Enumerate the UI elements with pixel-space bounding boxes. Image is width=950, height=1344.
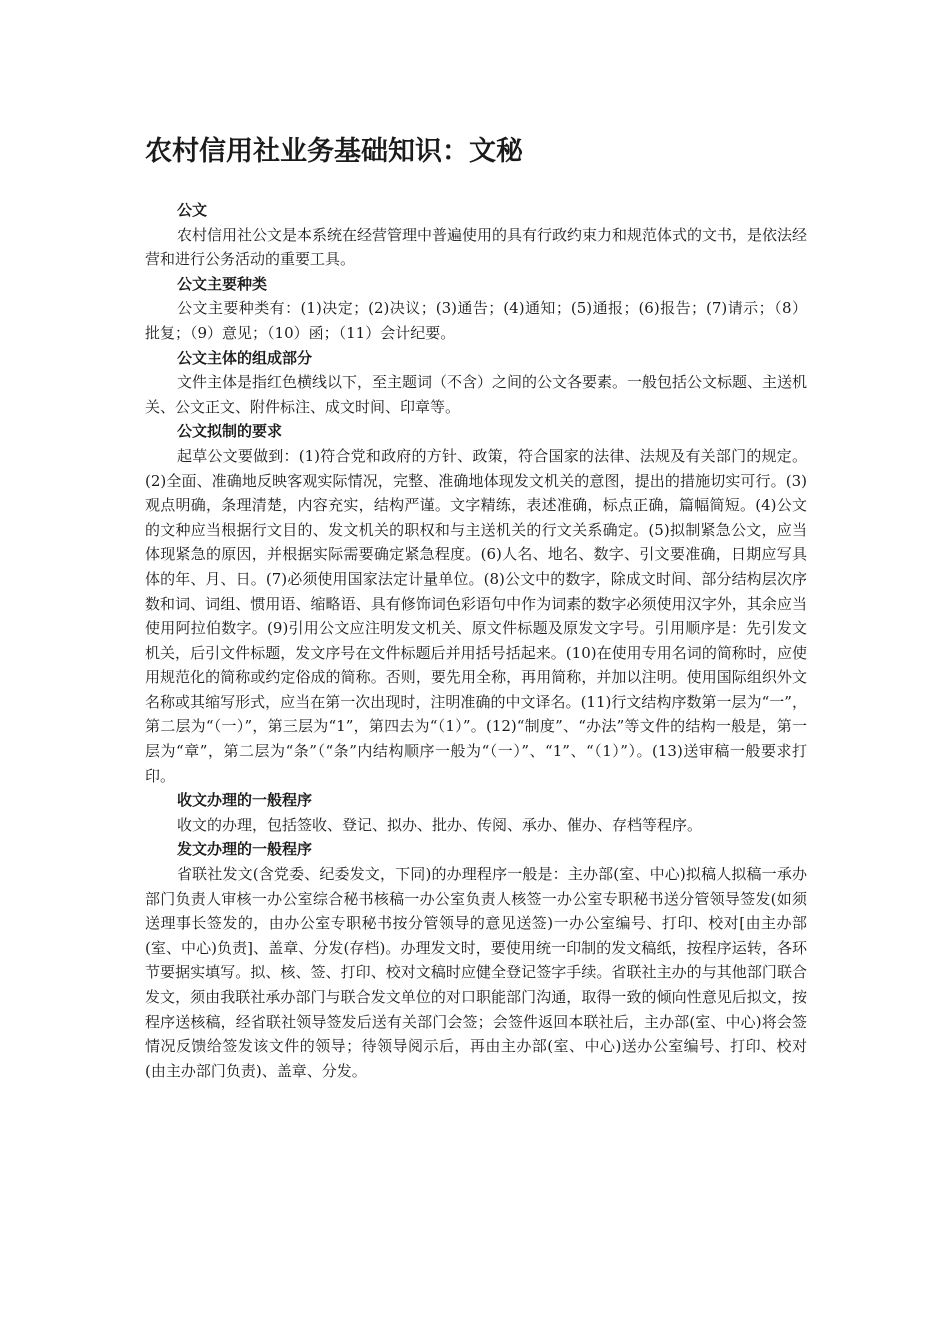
- section-official-document: [145, 198, 807, 272]
- section-paragraph: 农村信用社公文是本系统在经营管理中普遍使用的具有行政约束力和规范体式的文书，是依法经营和进行公务活动的重要工具。: [145, 225, 808, 269]
- section-paragraph: 收文的办理，包括签收、登记、拟办、批办、传阅、承办、催办、存档等程序。: [177, 815, 703, 834]
- section-document-body-parts: [145, 346, 807, 420]
- section-incoming-procedure: [145, 788, 807, 837]
- section-heading: 发文办理的一般程序: [177, 840, 313, 859]
- document-title: 农村信用社业务基础知识：文秘: [145, 136, 523, 167]
- section-paragraph: 公文主要种类有：(1)决定；(2)决议；(3)通告；(4)通知；(5)通报；(6)报告；(7)请示；（8）批复；（9）意见；（10）函；（11）会计纪要。: [145, 299, 807, 342]
- section-paragraph: 省联社发文(含党委、纪委发文，下同)的办理程序一般是：主办部(室、中心)拟稿人拟稿一承办部门负责人审核一办公室综合秘书核稿一办公室负责人核签一办公室专职秘书送分管领导签发(如须送理事长签发的，由办公室专职秘书按分管领导的意见送签)一办公室编号、打印、校对[由主办部(室、中心)负责]、盖章、分发(存档)。办理发文时，要使用统一印制的发文稿纸，按程序运转，各环节要据实填写。拟、核、签、打印、校对文稿时应健全登记签字手续。省联社主办的与其他部门联合发文，须由我联社承办部门与联合发文单位的对口职能部门沟通，取得一致的倾向性意见后拟文，按程序送核稿，经省联社领导签发后送有关部门会签；会签件返回本联社后，主办部(室、中心)将会签情况反馈给签发该文件的领导；待领导阅示后，再由主办部(室、中心)送办公室编号、打印、校对(由主办部门负责)、盖章、分发。: [145, 865, 807, 1080]
- section-outgoing-procedure: [145, 837, 807, 1083]
- section-document-types: [145, 272, 807, 346]
- section-paragraph: 起草公文要做到：(1)符合党和政府的方针、政策，符合国家的法律、法规及有关部门的规定。(2)全面、准确地反映客观实际情况，完整、准确地体现发文机关的意图，提出的措施切实可行。(3)观点明确，条理清楚，内容充实，结构严谨。文字精练，表述准确，标点正确，篇幅简短。(4)公文的文种应当根据行文目的、发文机关的职权和与主送机关的行文关系确定。(5)拟制紧急公文，应当体现紧急的原因，并根据实际需要确定紧急程度。(6)人名、地名、数字、引文要准确，日期应写具体的年、月、日。(7)必须使用国家法定计量单位。(8)公文中的数字，除成文时间、部分结构层次序数和词、词组、惯用语、缩略语、具有修饰词色彩语句中作为词素的数字必须使用汉字外，其余应当使用阿拉伯数字。(9)引用公文应注明发文机关、原文件标题及原发文字号。引用顺序是：先引发文机关，后引文件标题，发文序号在文件标题后并用括号括起来。(10)在使用专用名词的简称时，应使用规范化的简称或约定俗成的简称。否则，要先用全称，再用简称，并加以注明。使用国际组织外文名称或其缩写形式，应当在第一次出现时，注明准确的中文译名。(11)行文结构序数第一层为“一”，第二层为“（一）”，第三层为“1”，第四去为“（1）”。(12)“制度”、“办法”等文件的结构一般是，第一层为“章”，第二层为“条”（“条”内结构顺序一般为“（一）”、“1”、“（1）”）。(13)送审稿一般要求打印。: [145, 446, 807, 785]
- section-heading: 收文办理的一般程序: [177, 791, 313, 810]
- section-drafting-requirements: [145, 419, 807, 788]
- section-heading: 公文主要种类: [177, 274, 268, 293]
- section-heading: 公文主体的组成部分: [177, 348, 313, 367]
- document-body: [145, 198, 807, 1083]
- section-heading: 公文: [177, 201, 208, 219]
- section-paragraph: 文件主体是指红色横线以下，至主题词（不含）之间的公文各要素。一般包括公文标题、主送机关、公文正文、附件标注、成文时间、印章等。: [145, 373, 808, 416]
- section-heading: 公文拟制的要求: [177, 422, 283, 441]
